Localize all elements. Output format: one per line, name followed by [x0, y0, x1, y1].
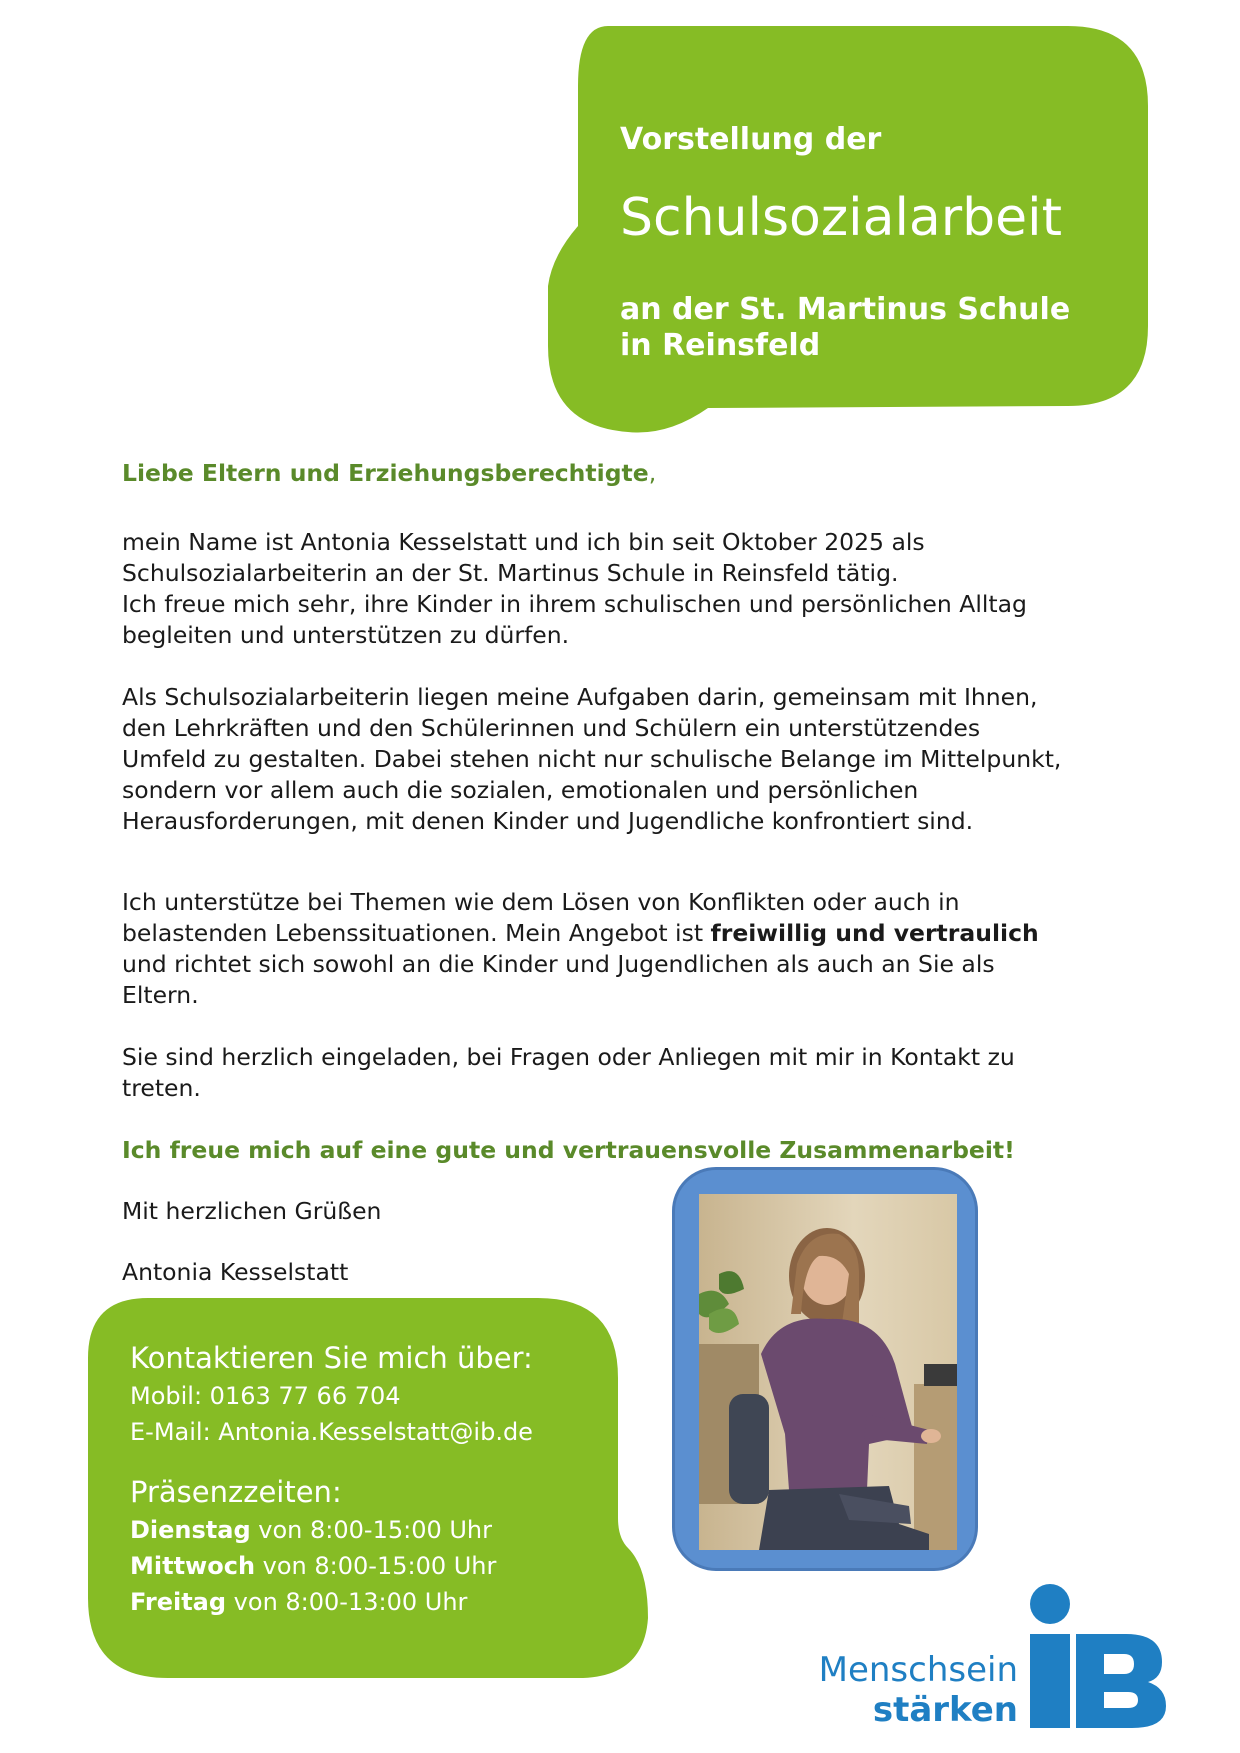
contact-heading: Kontaktieren Sie mich über: — [130, 1341, 533, 1375]
text-line: Ich freue mich sehr, ihre Kinder in ihrem schulischen und persönlichen Alltag — [122, 590, 1027, 618]
text-line: treten. — [122, 1074, 201, 1102]
text-line: Sie sind herzlich eingeladen, bei Fragen oder Anliegen mit mir in Kontakt zu — [122, 1043, 1015, 1071]
portrait-photo — [699, 1194, 957, 1550]
text-line: Ich unterstütze bei Themen wie dem Lösen von Konflikten oder auch in — [122, 888, 960, 916]
hours-day: Freitag — [130, 1588, 227, 1616]
header-line-1: Vorstellung der — [620, 122, 882, 157]
hours-time: von 8:00-15:00 Uhr — [250, 1516, 493, 1544]
text-line: und richtet sich sowohl an die Kinder und Jugendlichen als auch an Sie als — [122, 950, 995, 978]
text-line: begleiten und unterstützen zu dürfen. — [122, 621, 570, 649]
paragraph-support — [122, 887, 1142, 1011]
ib-logo-icon — [1028, 1582, 1168, 1736]
header-line-4: in Reinsfeld — [620, 328, 821, 363]
contact-email[interactable]: E-Mail: Antonia.Kesselstatt@ib.de — [130, 1418, 533, 1446]
logo-claim-line-1: Menschsein — [818, 1650, 1018, 1690]
portrait-frame — [672, 1167, 978, 1571]
text-line: Als Schulsozialarbeiterin liegen meine Aufgaben darin, gemeinsam mit Ihnen, — [122, 683, 1038, 711]
paragraph-invitation — [122, 1042, 1142, 1104]
paragraph-intro — [122, 527, 1142, 651]
text-line: den Lehrkräften und den Schülerinnen und Schülern ein unterstützendes — [122, 714, 981, 742]
hours-heading: Präsenzzeiten: — [130, 1475, 342, 1509]
hours-time: von 8:00-13:00 Uhr — [226, 1588, 468, 1616]
text-line: Umfeld zu gestalten. Dabei stehen nicht nur schulische Belange im Mittelpunkt, — [122, 745, 1062, 773]
text-line: sondern vor allem auch die sozialen, emotionalen und persönlichen — [122, 776, 919, 804]
hours-time: von 8:00-15:00 Uhr — [255, 1552, 497, 1580]
text-line: Herausforderungen, mit denen Kinder und Jugendliche konfrontiert sind. — [122, 807, 974, 835]
emphasis-voluntary-confidential: freiwillig und vertraulich — [710, 919, 1039, 947]
greeting-text: Liebe Eltern und Erziehungsberechtigte — [122, 459, 649, 487]
text-line: Eltern. — [122, 981, 199, 1009]
hours-row — [130, 1584, 533, 1620]
closing-highlight: Ich freue mich auf eine gute und vertrauensvolle Zusammenarbeit! — [122, 1136, 1015, 1164]
hours-day: Dienstag — [130, 1516, 251, 1544]
text-line: mein Name ist Antonia Kesselstatt und ich bin seit Oktober 2025 als — [122, 528, 925, 556]
hours-row — [130, 1548, 533, 1584]
text-line: Schulsozialarbeiterin an der St. Martinus Schule in Reinsfeld tätig. — [122, 559, 899, 587]
letter-body — [122, 458, 1142, 1288]
paragraph-tasks — [122, 682, 1142, 837]
logo-claim — [818, 1650, 1018, 1730]
contact-phone[interactable]: Mobil: 0163 77 66 704 — [130, 1382, 401, 1410]
text-line: belastenden Lebenssituationen. Mein Angebot ist — [122, 919, 711, 947]
logo-claim-line-2: stärken — [872, 1690, 1018, 1730]
contact-info — [130, 1338, 533, 1620]
header-title: Schulsozialarbeit — [620, 188, 1062, 248]
hours-row — [130, 1512, 533, 1548]
hours-day: Mittwoch — [130, 1552, 256, 1580]
portrait-illustration — [699, 1194, 957, 1550]
greeting-comma: , — [648, 459, 657, 487]
signer-name: Antonia Kesselstatt — [122, 1258, 349, 1286]
header-line-3: an der St. Martinus Schule — [620, 292, 1071, 327]
greeting — [122, 458, 1142, 489]
regards: Mit herzlichen Grüßen — [122, 1197, 382, 1225]
